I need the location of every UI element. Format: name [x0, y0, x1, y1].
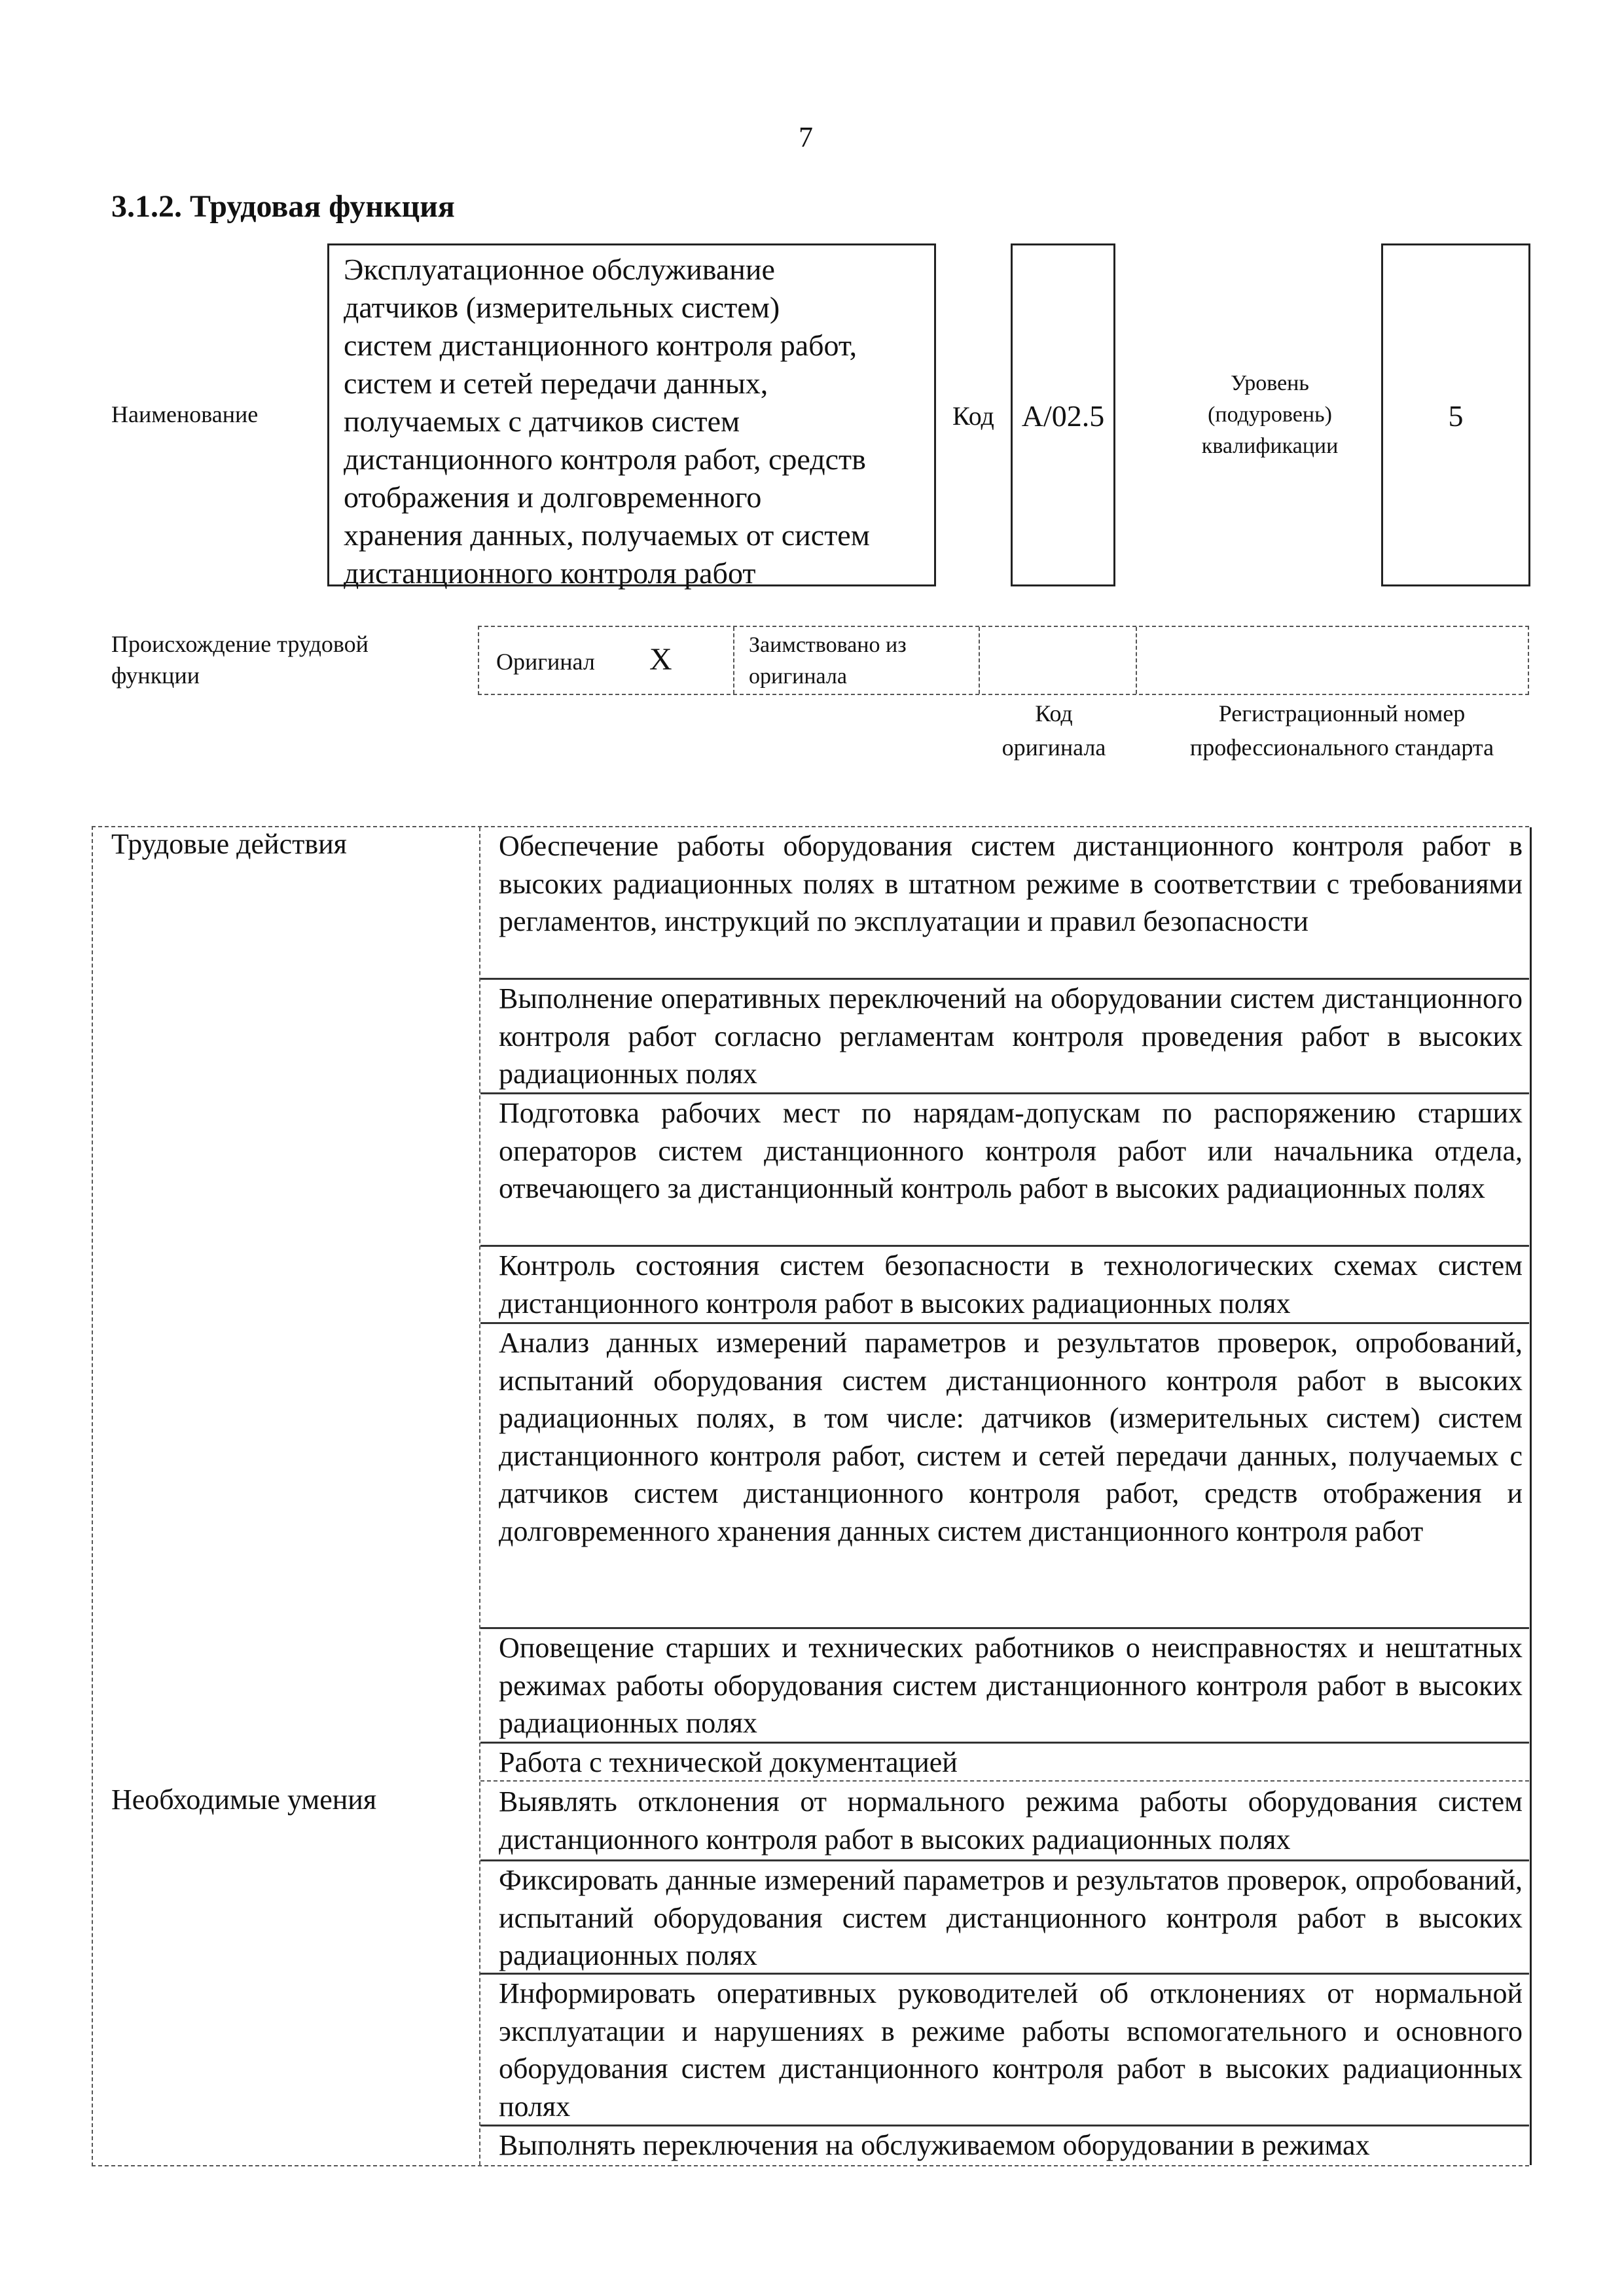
function-name-line: дистанционного контроля работ: [344, 556, 756, 590]
caption-line: оригинала: [1001, 734, 1106, 761]
borrowed-cell: [734, 627, 980, 694]
level-label-line: квалификации: [1201, 434, 1339, 458]
origin-table: [478, 626, 1529, 695]
original-code-caption: [969, 696, 1139, 764]
skill-item: Выявлять отклонения от нормального режима работы оборудования систем дистанционного контроля работ в высоких радиационных полях: [480, 1783, 1529, 1861]
level-label: [1159, 368, 1381, 462]
original-code-cell: [980, 627, 1137, 694]
labor-actions-label: Трудовые действия: [111, 828, 347, 860]
function-name-line: дистанционного контроля работ, средств: [344, 442, 866, 476]
caption-line: Код: [1035, 700, 1073, 726]
registration-number-caption: [1139, 696, 1545, 764]
function-name-line: отображения и долговременного: [344, 480, 762, 514]
table-right-edge: [1530, 827, 1532, 2165]
level-label-line: Уровень: [1231, 371, 1309, 395]
section-title: 3.1.2. Трудовая функция: [111, 189, 455, 224]
skill-item: Информировать оперативных руководителей об отклонениях от нормальной эксплуатации и нарушениях в режиме работы вспомогательного и основного оборудования систем дистанционного контроля работ в высоких радиационных полях: [480, 1975, 1529, 2126]
requirements-table: [92, 826, 1529, 2166]
skill-item: Выполнять переключения на обслуживаемом оборудовании в режимах: [499, 2129, 1370, 2161]
skill-item: Фиксировать данные измерений параметров и результатов проверок, опробований, испытаний оборудования систем дистанционного контроля работ в высоких радиационных полях: [480, 1861, 1529, 1975]
original-mark: X: [649, 642, 672, 677]
labor-action-item: Выполнение оперативных переключений на оборудовании систем дистанционного контроля работ согласно регламентам контроля проведения работ в высоких радиационных полях: [480, 980, 1529, 1094]
origin-label: [111, 628, 452, 691]
original-label: Оригинал: [496, 649, 595, 675]
page-number: 7: [799, 121, 813, 153]
origin-label-line: Происхождение трудовой: [111, 631, 369, 657]
caption-line: профессионального стандарта: [1189, 734, 1494, 761]
function-name-line: систем дистанционного контроля работ,: [344, 329, 857, 362]
level-label-line: (подуровень): [1208, 403, 1332, 427]
function-name-line: получаемых с датчиков систем: [344, 404, 740, 438]
code-label: Код: [952, 401, 994, 431]
labor-action-item: Контроль состояния систем безопасности в технологических схемах систем дистанционного контроля работ в высоких радиационных полях: [480, 1247, 1529, 1324]
caption-line: Регистрационный номер: [1218, 700, 1466, 726]
function-name-line: Эксплуатационное обслуживание: [344, 253, 775, 286]
borrowed-label-line: оригинала: [749, 664, 847, 689]
origin-label-line: функции: [111, 662, 200, 689]
registration-number-cell: [1137, 627, 1528, 694]
function-name-line: систем и сетей передачи данных,: [344, 367, 768, 400]
labor-action-item: Анализ данных измерений параметров и результатов проверок, опробований, испытаний оборудования систем дистанционного контроля работ в высоких радиационных полях, в том числе: датчиков (измерительных систем) систем дистанционного контроля работ, систем и сетей передачи данных, получаемых с датчиков систем дистанционного контроля работ, средств отображения и долговременного хранения данных систем дистанционного контроля работ: [480, 1324, 1529, 1629]
borrowed-label: [749, 630, 907, 692]
skills-label: Необходимые умения: [111, 1784, 377, 1816]
name-label: Наименование: [111, 401, 259, 427]
function-name-box: [327, 243, 936, 590]
labor-action-item: Оповещение старших и технических работников о неисправностях и нештатных режимах работы оборудования систем дистанционного контроля работ в высоких радиационных полях: [480, 1629, 1529, 1744]
level-value: 5: [1381, 243, 1530, 586]
labor-action-item: Обеспечение работы оборудования систем дистанционного контроля работ в высоких радиационных полях в штатном режиме в соответствии с требованиями регламентов, инструкций по эксплуатации и правил безопасности: [480, 827, 1529, 980]
code-value: А/02.5: [1011, 243, 1115, 586]
labor-action-item: Подготовка рабочих мест по нарядам-допускам по распоряжению старших операторов систем дистанционного контроля работ или начальника отдела, отвечающего за дистанционный контроль работ в высоких радиационных полях: [480, 1094, 1529, 1247]
borrowed-label-line: Заимствовано из: [749, 633, 907, 657]
labor-action-item: Работа с технической документацией: [480, 1744, 1529, 1782]
function-name-line: хранения данных, получаемых от систем: [344, 518, 870, 552]
function-name-line: датчиков (измерительных систем): [344, 291, 780, 324]
original-cell: [479, 627, 734, 694]
